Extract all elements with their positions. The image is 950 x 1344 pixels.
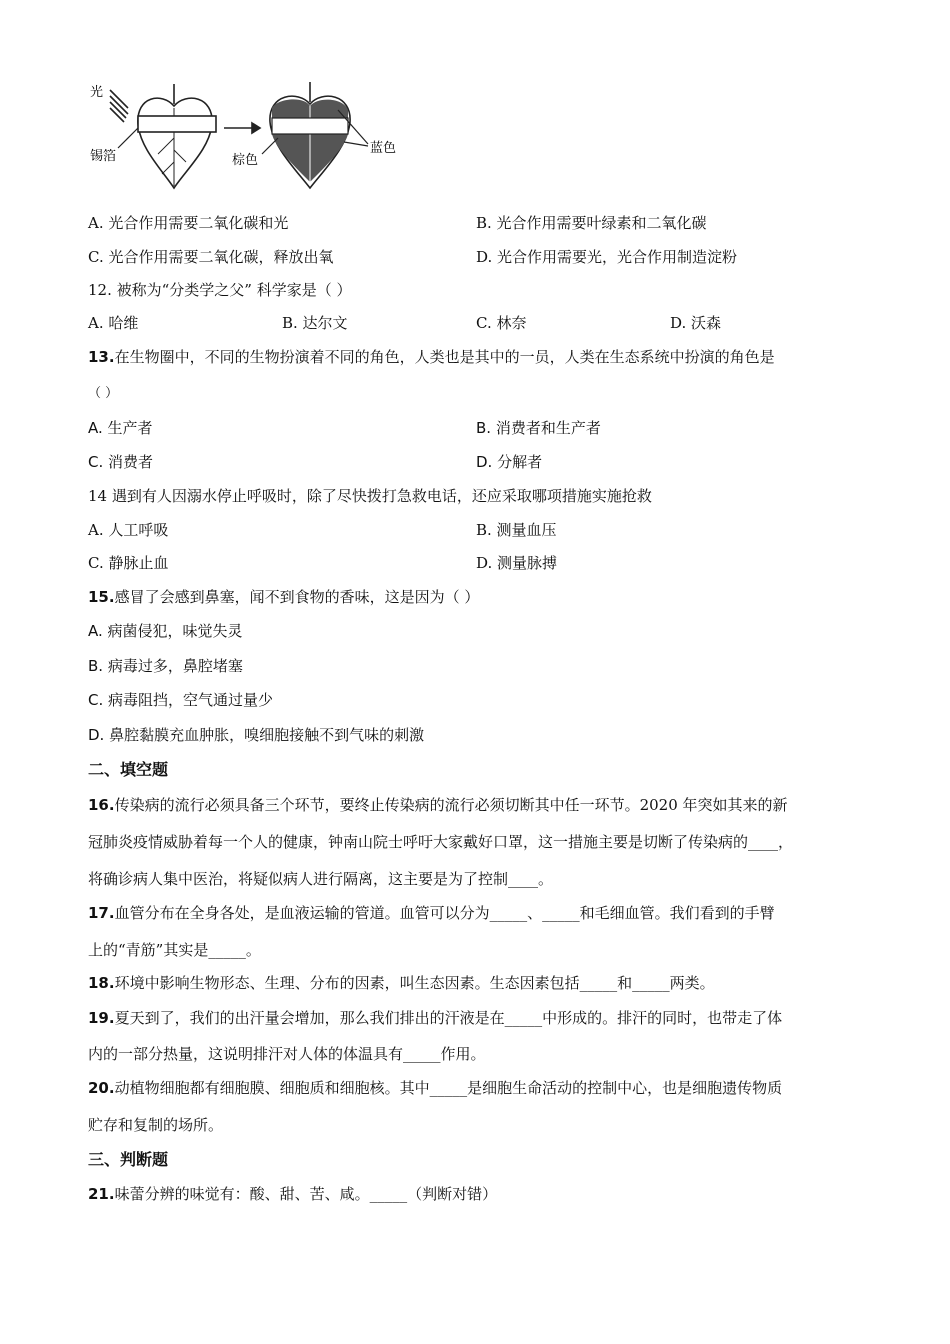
q13-option-d: D. 分解者 [476, 453, 543, 471]
light-rays-icon [110, 90, 128, 122]
q14-stem: 14 遇到有人因溺水停止呼吸时，除了尽快拨打急救电话，还应采取哪项措施实施抢救 [88, 487, 652, 505]
q18-number: 18. [88, 974, 115, 992]
q11-option-b: B. 光合作用需要叶绿素和二氧化碳 [476, 214, 707, 232]
q21-number: 21. [88, 1185, 115, 1203]
q12-stem: 12. 被称为“分类学之父” 科学家是（ ） [88, 281, 352, 299]
q18-line-1: 18.环境中影响生物形态、生理、分布的因素，叫生态因素。生态因素包括_____和_____两类。 [88, 974, 715, 992]
q13-stem: 13.在生物圈中，不同的生物扮演着不同的角色，人类也是其中的一员，人类在生态系统中扮演的角色是 [88, 348, 775, 366]
q12-option-c: C. 林奈 [476, 314, 527, 332]
q13-option-a: A. 生产者 [88, 419, 153, 437]
label-light: 光 [90, 85, 104, 100]
q15-option-a: A. 病菌侵犯，味觉失灵 [88, 622, 243, 640]
label-foil: 锡箔 [90, 149, 117, 164]
q21-line-1: 21.味蕾分辨的味觉有：酸、甜、苦、咸。_____（判断对错） [88, 1185, 498, 1203]
q16-line-2: 冠肺炎疫情威胁着每一个人的健康，钟南山院士呼吁大家戴好口罩，这一措施主要是切断了传染病的____， [88, 833, 794, 851]
q15-option-c: C. 病毒阻挡，空气通过量少 [88, 691, 274, 709]
q20-number: 20. [88, 1079, 115, 1097]
q15-stem: 15.感冒了会感到鼻塞，闻不到食物的香味，这是因为（ ） [88, 588, 480, 606]
section-fill-in-heading: 二、填空题 [88, 760, 169, 779]
q11-option-c: C. 光合作用需要二氧化碳，释放出氧 [88, 248, 334, 266]
q15-number: 15. [88, 588, 115, 606]
q17-number: 17. [88, 904, 115, 922]
q13-option-b: B. 消费者和生产者 [476, 419, 601, 437]
q19-line-1: 19.夏天到了，我们的出汗量会增加，那么我们排出的汗液是在_____中形成的。排汗的同时，也带走了体 [88, 1009, 783, 1027]
q15-option-b: B. 病毒过多，鼻腔堵塞 [88, 657, 243, 675]
q14-option-c: C. 静脉止血 [88, 554, 169, 572]
q12-option-a: A. 哈维 [88, 314, 139, 332]
q17-line-1: 17.血管分布在全身各处，是血液运输的管道。血管可以分为_____、_____和毛细血管。我们看到的手臂 [88, 904, 775, 922]
q16-line-3: 将确诊病人集中医治，将疑似病人进行隔离，这主要是为了控制____。 [88, 870, 554, 888]
q12-option-d: D. 沃森 [670, 314, 722, 332]
q13-answer-paren: （ ） [88, 386, 119, 401]
label-brown: 棕色 [232, 153, 259, 168]
q16-number: 16. [88, 796, 115, 814]
q16-line-1: 16.传染病的流行必须具备三个环节，要终止传染病的流行必须切断其中任一环节。2020 年突如其来的新 [88, 796, 788, 814]
q15-option-d: D. 鼻腔黏膜充血肿胀，嗅细胞接触不到气味的刺激 [88, 726, 425, 744]
right-leaf-icon [270, 82, 350, 188]
q12-option-b: B. 达尔文 [282, 314, 348, 332]
q14-option-d: D. 测量脉搏 [476, 554, 558, 572]
q13-option-c: C. 消费者 [88, 453, 154, 471]
q20-line-1: 20.动植物细胞都有细胞膜、细胞质和细胞核。其中_____是细胞生命活动的控制中心，也是细胞遗传物质 [88, 1079, 783, 1097]
q19-number: 19. [88, 1009, 115, 1027]
q14-option-a: A. 人工呼吸 [88, 521, 169, 539]
q19-line-2: 内的一部分热量，这说明排汗对人体的体温具有_____作用。 [88, 1045, 486, 1063]
q11-option-a: A. 光合作用需要二氧化碳和光 [88, 214, 289, 232]
section-true-false-heading: 三、判断题 [88, 1150, 169, 1169]
label-blue: 蓝色 [370, 141, 397, 156]
leaf-experiment-figure [82, 78, 422, 196]
q20-line-2: 贮存和复制的场所。 [88, 1116, 224, 1134]
q13-number: 13. [88, 348, 115, 366]
q17-line-2: 上的“青筋”其实是_____。 [88, 941, 261, 959]
arrow-right-icon [224, 123, 260, 133]
q14-option-b: B. 测量血压 [476, 521, 557, 539]
left-leaf-icon [138, 84, 216, 188]
q11-option-d: D. 光合作用需要光，光合作用制造淀粉 [476, 248, 738, 266]
